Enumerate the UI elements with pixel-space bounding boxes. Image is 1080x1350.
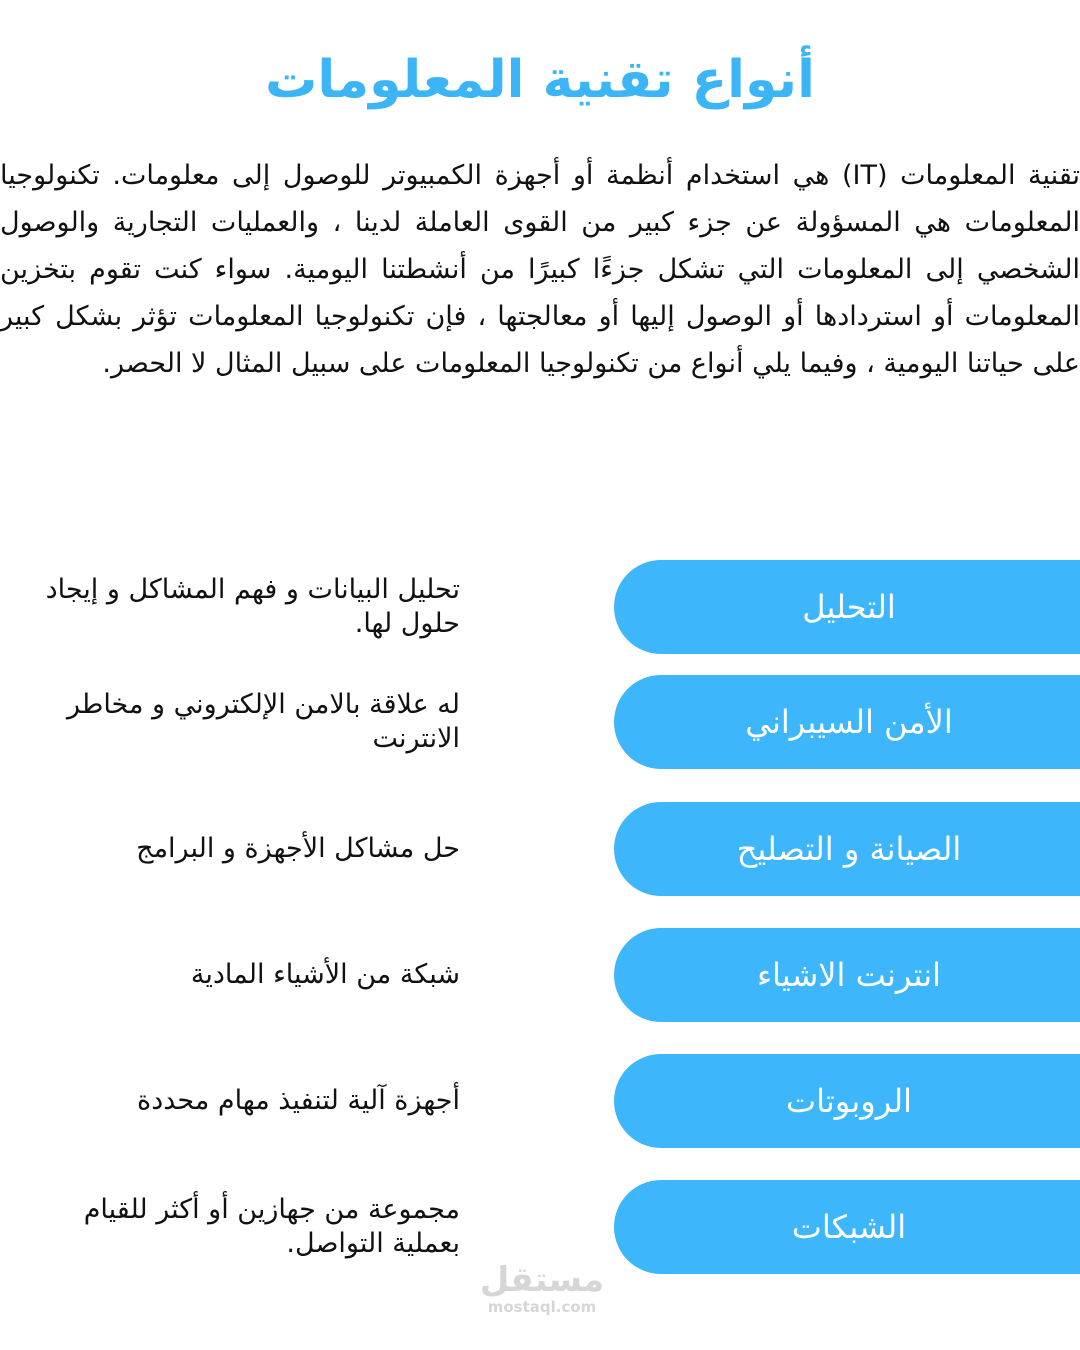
type-button-iot[interactable] [614,928,1080,1022]
type-button-cybersecurity[interactable] [614,675,1080,769]
type-button-robotics[interactable] [614,1054,1080,1148]
type-label: الصيانة و التصليح [736,830,962,868]
type-row-cybersecurity [0,675,1080,769]
type-description-container [10,1180,460,1274]
type-description-container [10,560,460,654]
intro-paragraph: تقنية المعلومات (IT) هي استخدام أنظمة أو أجهزة الكمبيوتر للوصول إلى معلومات. تكنولوجيا المعلومات هي المسؤولة عن جزء كبير من القوى العاملة لدينا ، والعمليات التجارية والوصول الشخصي إلى المعلومات التي تشكل جزءًا كبيرًا من أنشطتنا اليومية. سواء كنت تقوم بتخزين المعلومات أو استردادها أو الوصول إليها أو معالجتها ، فإن تكنولوجيا المعلومات تؤثر بشكل كبير على حياتنا اليومية ، وفيما يلي أنواع من تكنولوجيا المعلومات على سبيل المثال لا الحصر. [0,160,1080,379]
type-description: حل مشاكل الأجهزة و البرامج [136,833,460,864]
type-row-iot [0,928,1080,1022]
type-row-robotics [0,1054,1080,1148]
type-description-container [10,1054,460,1148]
type-description-container [10,675,460,769]
type-label: الروبوتات [786,1082,912,1120]
type-description-container [10,802,460,896]
type-description: تحليل البيانات و فهم المشاكل و إيجاد حلول لها. [45,574,460,639]
type-description: شبكة من الأشياء المادية [190,959,460,990]
type-description-container [10,928,460,1022]
watermark-arabic: مستقل [479,1260,605,1300]
type-label: الأمن السيبراني [745,703,953,741]
watermark-latin: mostaql.com [487,1298,597,1316]
type-row-maintenance [0,802,1080,896]
type-description: أجهزة آلية لتنفيذ مهام محددة [137,1085,460,1116]
type-button-maintenance[interactable] [614,802,1080,896]
type-button-analysis[interactable] [614,560,1080,654]
type-description: له علاقة بالامن الإلكتروني و مخاطر الانترنت [66,689,460,754]
type-label: الشبكات [791,1208,907,1246]
type-label: التحليل [802,588,896,626]
type-row-analysis [0,560,1080,654]
type-button-networks[interactable] [614,1180,1080,1274]
type-label: انترنت الاشياء [756,956,941,994]
mostaql-watermark [462,1262,622,1322]
page-title: أنواع تقنية المعلومات [265,50,815,110]
type-description: مجموعة من جهازين أو أكثر للقيام بعملية التواصل. [83,1194,460,1259]
